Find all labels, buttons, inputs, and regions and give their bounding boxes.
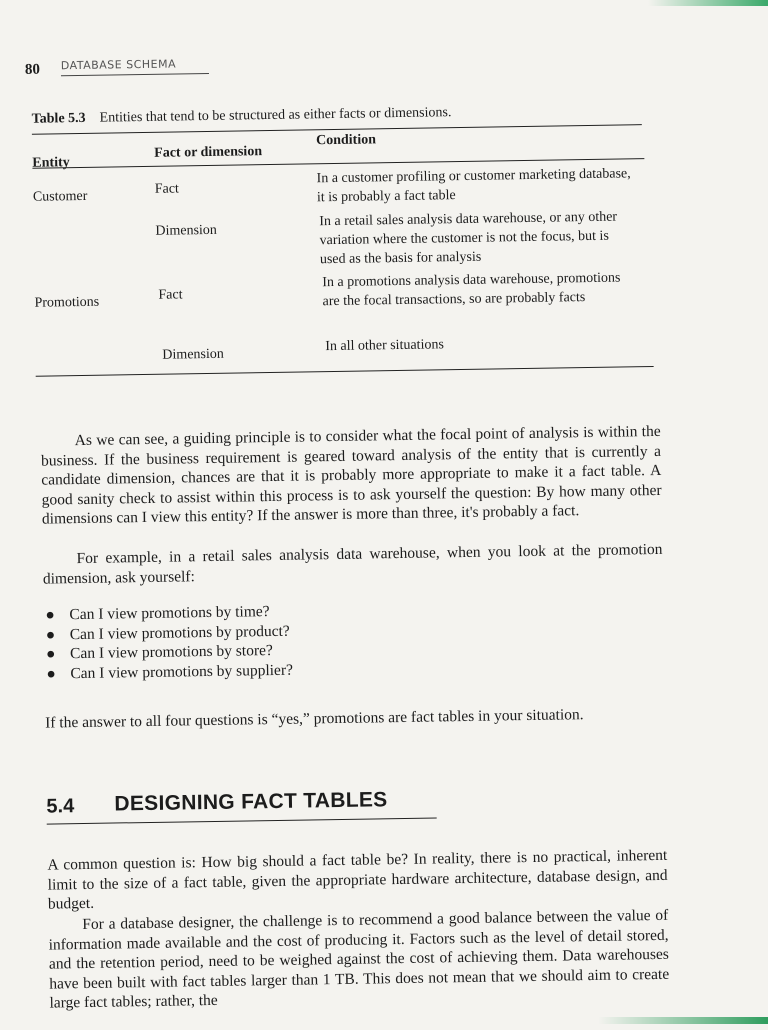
bullet-icon: ● [46,664,56,683]
bullet-icon: ● [45,645,56,663]
table-label: Table 5.3 [31,110,86,127]
column-header-condition: Condition [315,132,377,149]
bullet-icon: ● [45,606,55,624]
table-caption-text: Entities that tend to be structured as either facts or dimensions. [99,105,452,126]
list-item-text: Can I view promotions by supplier? [70,661,294,682]
table-row-condition: In a retail sales analysis data warehouse, or any other variation where the customer is not the focus, but is used as the basis for analysis [319,209,618,268]
body-paragraph-3: If the answer to all four questions is “yes,” promotions are fact tables in your situation. [45,706,584,732]
page-header [25,55,225,80]
table-row-condition: In all other situations [325,337,444,355]
section-paragraph-1: A common question is: How big should a fact table be? In reality, there is no practical, inherent limit to the size of a fact table, given the appropriate hardware architecture, database design, and budget. [47,846,668,913]
list-item-text: Can I view promotions by time? [69,603,270,624]
table-bottom-rule [36,366,654,377]
table-row-condition: In a promotions analysis data warehouse, promotions are the focal transactions, so are probably facts [322,270,621,310]
body-paragraph-1: As we can see, a guiding principle is to consider what the focal point of analysis is within the business. If the business requirement is geared toward analysis of the entity that is currently a candidate dimension, chances are that it is probably more appropriate to make it a fact table. A good sanity check to assist within this process is to ask yourself the question: By how many other dimensions can I view this entity? If the answer is more than three, it's probably a fact. [40,422,662,528]
column-header-fact-or-dimension: Fact or dimension [154,144,263,161]
table-row-entity: Promotions [34,294,100,311]
table-row-type: Fact [158,287,183,303]
table-row-type: Fact [154,181,179,197]
section-heading-rule [47,817,437,824]
column-header-entity: Entity [32,155,70,171]
table-row-entity: Customer [32,188,88,205]
table-row-condition: In a customer profiling or customer marketing database, it is probably a fact table [316,166,631,206]
body-paragraph-2: For example, in a retail sales analysis data warehouse, when you look at the promotion dimension, ask yourself: [42,540,663,588]
list-item-text: Can I view promotions by store? [69,642,273,663]
table-row-type: Dimension [155,222,217,239]
list-item-text: Can I view promotions by product? [69,622,290,643]
section-number: 5.4 [46,795,75,818]
question-list [43,599,444,683]
section-heading: DESIGNING FACT TABLES [114,788,388,816]
section-paragraph-2: For a database designer, the challenge is to recommend a good balance between the value of information made available and the cost of producing it. Factors such as the level of detail stored, and the retention period, need to be weighed against the cost of achieving them. Data warehouses have been built with fact tables larger than 1 TB. This does not mean that we should aim to create large fact tables; rather, the [48,906,670,1012]
table-caption [32,102,652,128]
page-number: 80 [24,61,41,78]
running-head: DATABASE SCHEMA [60,57,177,73]
running-head-rule [61,73,209,76]
bullet-icon: ● [45,625,56,644]
table-row-type: Dimension [162,346,224,363]
